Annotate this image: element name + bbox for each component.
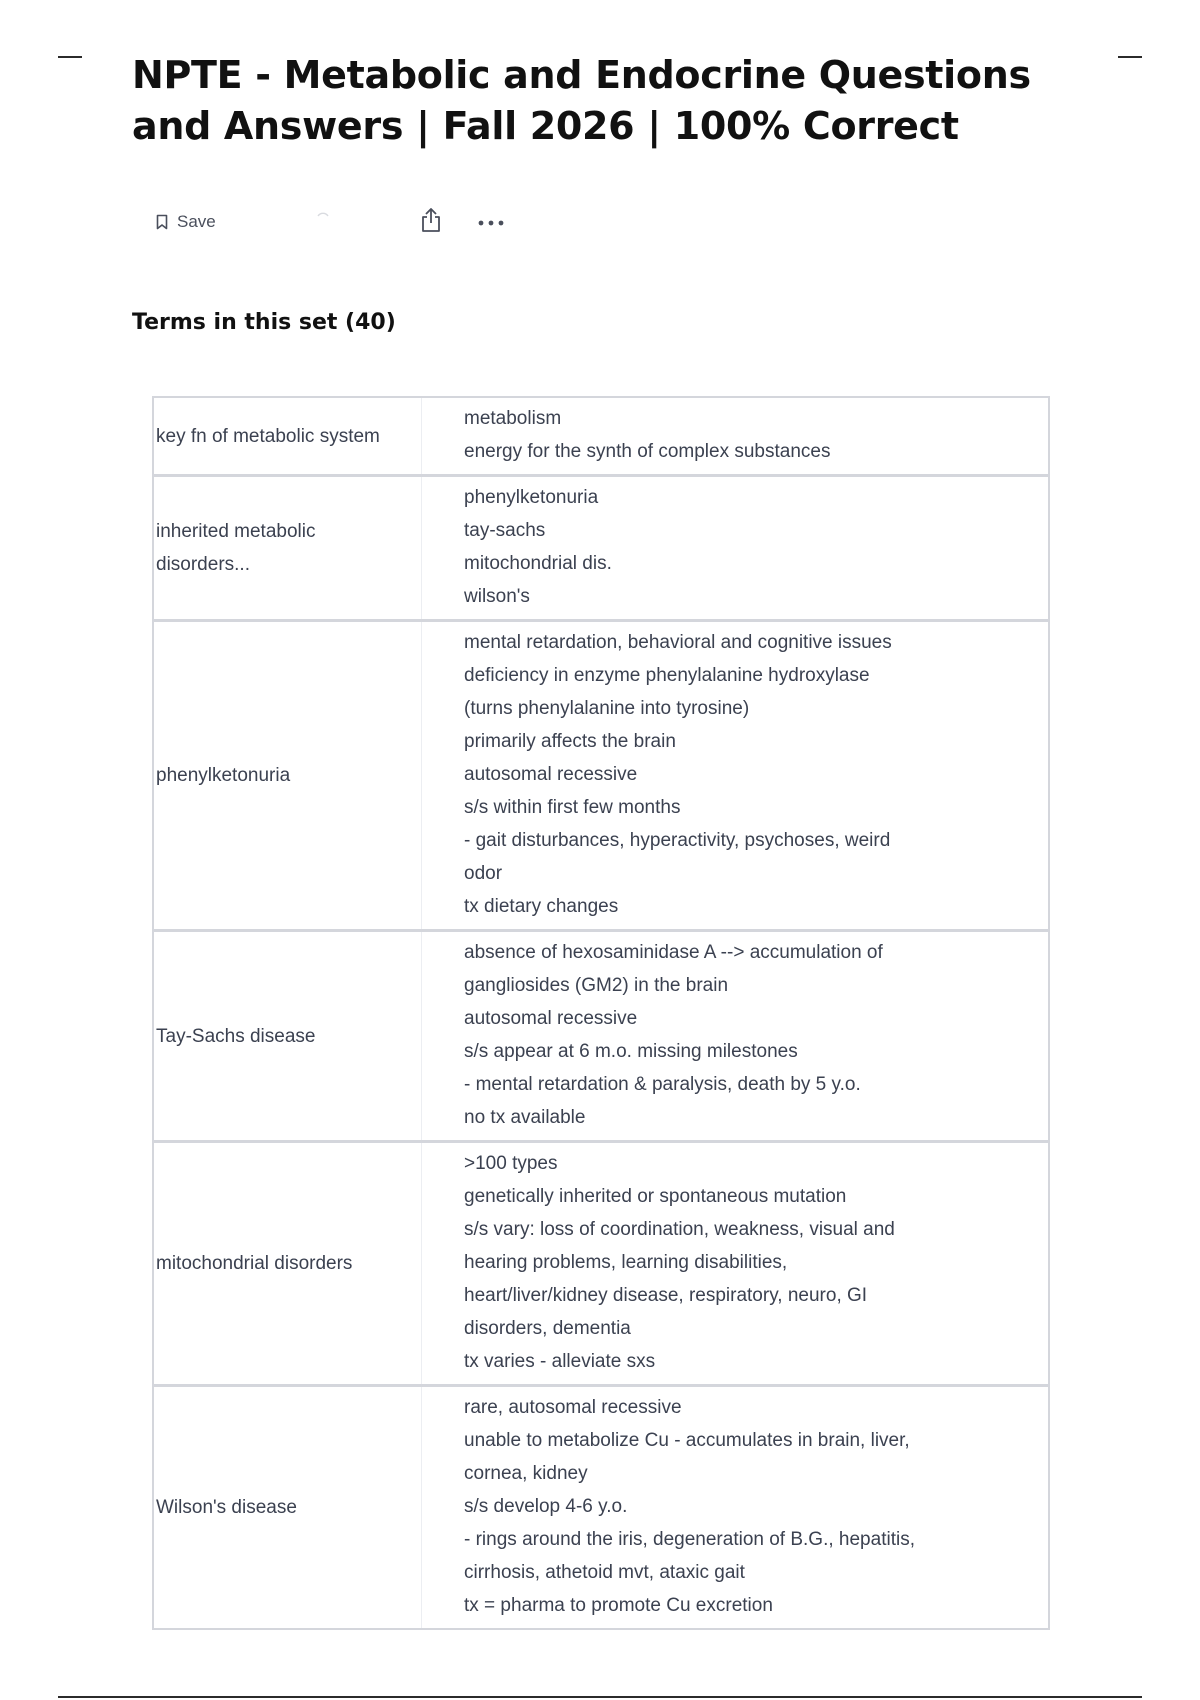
term-text: key fn of metabolic system xyxy=(154,398,422,474)
definition-line: tx varies - alleviate sxs xyxy=(464,1351,656,1372)
bookmark-icon xyxy=(156,214,168,230)
definition-line: cornea, kidney xyxy=(464,1463,588,1484)
toolbar xyxy=(152,204,552,240)
definition-line: mental retardation, behavioral and cognitive issues xyxy=(464,632,892,653)
definition-line: disorders, dementia xyxy=(464,1318,631,1339)
definition-line: s/s within first few months xyxy=(464,797,681,818)
page-title: NPTE - Metabolic and Endocrine Questions and Answers | Fall 2026 | 100% Correct xyxy=(132,53,1031,148)
terms-table xyxy=(152,396,1050,1630)
definition-line: (turns phenylalanine into tyrosine) xyxy=(464,698,750,719)
definition-line: metabolism xyxy=(464,408,562,429)
more-options-button[interactable] xyxy=(474,206,508,238)
definition-line: phenylketonuria xyxy=(464,487,599,508)
definition-line: tx = pharma to promote Cu excretion xyxy=(464,1595,773,1616)
term-row xyxy=(154,622,1048,932)
save-label: Save xyxy=(177,212,216,231)
term-row xyxy=(154,477,1048,622)
definition-line: cirrhosis, athetoid mvt, ataxic gait xyxy=(464,1562,745,1583)
term-text: inherited metabolic disorders... xyxy=(154,477,422,619)
save-button[interactable] xyxy=(152,204,220,240)
bottom-divider xyxy=(58,1696,1142,1698)
share-button[interactable] xyxy=(416,206,446,238)
definition-line: primarily affects the brain xyxy=(464,731,676,752)
definition-line: heart/liver/kidney disease, respiratory, neuro, GI xyxy=(464,1285,868,1306)
definition-line: s/s develop 4-6 y.o. xyxy=(464,1496,628,1517)
term-text: mitochondrial disorders xyxy=(154,1143,422,1384)
definition-cell xyxy=(422,1143,1048,1384)
term-text: Tay-Sachs disease xyxy=(154,932,422,1140)
definition-line: autosomal recessive xyxy=(464,764,638,785)
definition-line: autosomal recessive xyxy=(464,1008,638,1029)
definition-line: - gait disturbances, hyperactivity, psychoses, weird xyxy=(464,830,891,851)
definition-cell xyxy=(422,1387,1048,1628)
definition-cell xyxy=(422,477,1048,619)
definition-line: energy for the synth of complex substances xyxy=(464,441,831,462)
definition-cell xyxy=(422,932,1048,1140)
definition-line: wilson's xyxy=(464,586,530,607)
definition-line: tay-sachs xyxy=(464,520,546,541)
definition-line: >100 types xyxy=(464,1153,558,1174)
definition-line: gangliosides (GM2) in the brain xyxy=(464,975,729,996)
definition-line: - mental retardation & paralysis, death by 5 y.o. xyxy=(464,1074,861,1095)
definition-line: hearing problems, learning disabilities, xyxy=(464,1252,788,1273)
definition-cell xyxy=(422,398,1048,474)
definition-line: deficiency in enzyme phenylalanine hydroxylase xyxy=(464,665,870,686)
loading-spinner-icon xyxy=(315,210,331,226)
definition-line: s/s vary: loss of coordination, weakness, visual and xyxy=(464,1219,895,1240)
term-row xyxy=(154,1143,1048,1387)
definition-line: rare, autosomal recessive xyxy=(464,1397,682,1418)
term-row xyxy=(154,398,1048,477)
share-icon xyxy=(420,207,442,238)
more-horizontal-icon xyxy=(478,213,504,231)
corner-mark-right xyxy=(1118,56,1142,58)
definition-line: odor xyxy=(464,863,503,884)
definition-line: absence of hexosaminidase A --> accumulation of xyxy=(464,942,883,963)
definition-line: mitochondrial dis. xyxy=(464,553,612,574)
corner-mark-left xyxy=(58,56,82,58)
term-row xyxy=(154,932,1048,1143)
term-text: Wilson's disease xyxy=(154,1387,422,1628)
definition-cell xyxy=(422,622,1048,929)
term-row xyxy=(154,1387,1048,1628)
definition-line: genetically inherited or spontaneous mutation xyxy=(464,1186,847,1207)
term-text: phenylketonuria xyxy=(154,622,422,929)
definition-line: tx dietary changes xyxy=(464,896,619,917)
definition-line: s/s appear at 6 m.o. missing milestones xyxy=(464,1041,798,1062)
terms-heading: Terms in this set (40) xyxy=(132,310,396,335)
definition-line: no tx available xyxy=(464,1107,586,1128)
definition-line: unable to metabolize Cu - accumulates in brain, liver, xyxy=(464,1430,910,1451)
definition-line: - rings around the iris, degeneration of B.G., hepatitis, xyxy=(464,1529,915,1550)
